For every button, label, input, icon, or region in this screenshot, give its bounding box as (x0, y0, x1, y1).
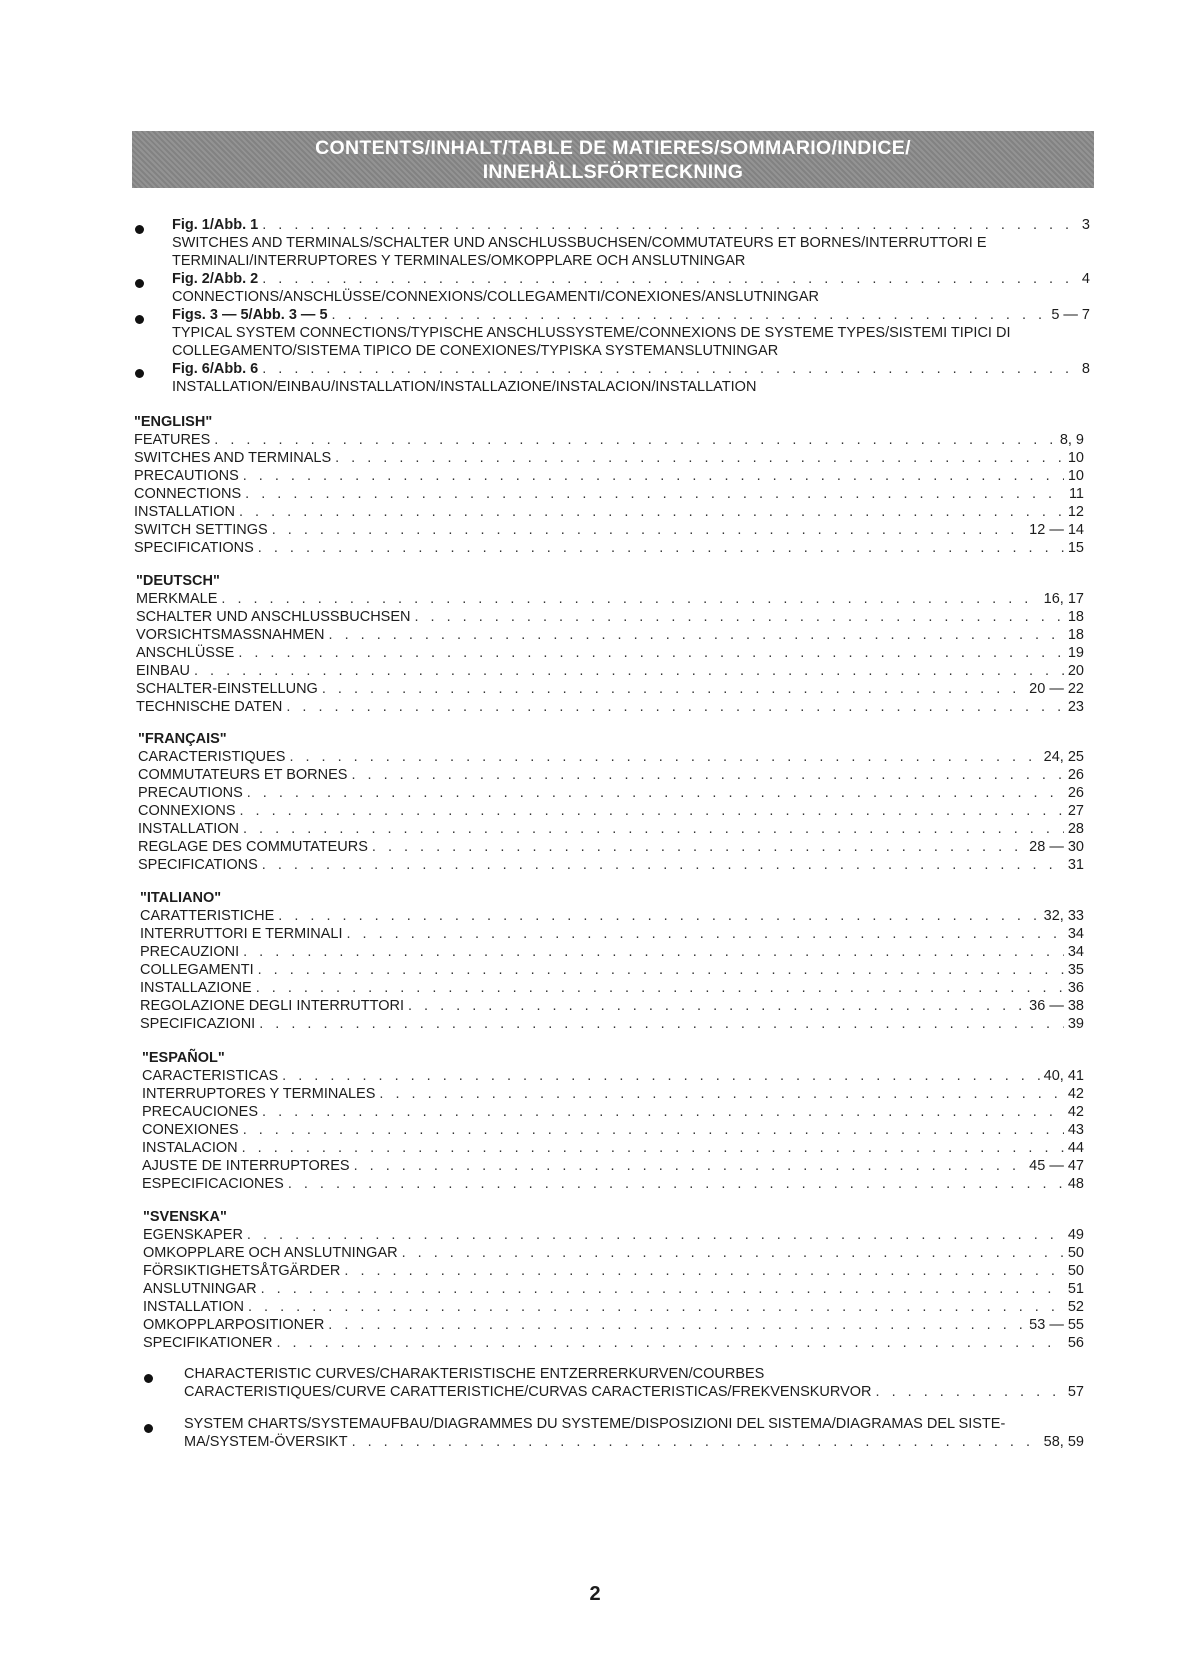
list-item: SWITCHES AND TERMINALS . . . 10 (134, 449, 1084, 467)
list-item: SWITCH SETTINGS . . . 12 — 14 (134, 521, 1084, 539)
list-item: ANSLUTNINGAR . . . 51 (143, 1280, 1084, 1298)
list-item: PRECAUTIONS . . . 26 (138, 784, 1084, 802)
bullet-icon (135, 315, 144, 324)
list-item: CONNECTIONS . . . 11 (134, 485, 1084, 503)
list-item: EGENSKAPER . . . 49 (143, 1226, 1084, 1244)
figure-page: 5 — 7 (1051, 307, 1090, 323)
list-item: ANSCHLÜSSE . . . 19 (136, 644, 1084, 662)
list-item: PRECAUCIONES . . . 42 (142, 1103, 1084, 1121)
figure-page: 8 (1081, 361, 1090, 377)
figure-entry (172, 270, 1090, 288)
list-item: CONNEXIONS . . . 27 (138, 802, 1084, 820)
figure-description: TERMINALI/INTERRUPTORES Y TERMINALES/OMKOPPLARE OCH ANSLUTNINGAR (172, 253, 746, 269)
figure-page: 4 (1081, 271, 1090, 287)
list-item: INSTALLATION . . . 52 (143, 1298, 1084, 1316)
list-item: FÖRSIKTIGHETSÅTGÄRDER . . . 50 (143, 1262, 1084, 1280)
bullet-icon (135, 225, 144, 234)
contents-header-banner (132, 131, 1094, 188)
bullet-icon (135, 279, 144, 288)
leader-dots (262, 270, 1078, 288)
section-title-francais: "FRANÇAIS" (138, 731, 227, 747)
list-item: REGOLAZIONE DEGLI INTERRUTTORI . . . 36 — 38 (140, 997, 1084, 1015)
bullet-icon (144, 1374, 153, 1383)
figure-description: TYPICAL SYSTEM CONNECTIONS/TYPISCHE ANSCHLUSSYSTEME/CONNEXIONS DE SYSTEME TYPES/SISTEMI TIPICI DI (172, 325, 1011, 341)
list-item: INSTALLAZIONE . . . 36 (140, 979, 1084, 997)
list-item: OMKOPPLARPOSITIONER . . . 53 — 55 (143, 1316, 1084, 1334)
list-item: VORSICHTSMASSNAHMEN . . . 18 (136, 626, 1084, 644)
section-title-espanol: "ESPAÑOL" (142, 1050, 225, 1066)
list-item: TECHNISCHE DATEN . . . 23 (136, 698, 1084, 716)
list-item: FEATURES . . . 8, 9 (134, 431, 1084, 449)
list-item: PRECAUTIONS . . . 10 (134, 467, 1084, 485)
leader-dots (262, 216, 1078, 234)
list-item: SPECIFICATIONS . . . 15 (134, 539, 1084, 557)
figure-entry (172, 360, 1090, 378)
list-item: REGLAGE DES COMMUTATEURS . . . 28 — 30 (138, 838, 1084, 856)
list-item: COMMUTATEURS ET BORNES . . . 26 (138, 766, 1084, 784)
list-item: COLLEGAMENTI . . . 35 (140, 961, 1084, 979)
list-item: OMKOPPLARE OCH ANSLUTNINGAR . . . 50 (143, 1244, 1084, 1262)
section-title-english: "ENGLISH" (134, 414, 213, 430)
list-item: SPECIFICAZIONI . . . 39 (140, 1015, 1084, 1033)
figure-label: Fig. 2/Abb. 2 (172, 271, 259, 287)
figure-label: Fig. 6/Abb. 6 (172, 361, 259, 377)
figure-entry (172, 216, 1090, 234)
bullet-icon (135, 369, 144, 378)
list-item: SCHALTER-EINSTELLUNG . . . 20 — 22 (136, 680, 1084, 698)
header-title-line-1: CONTENTS/INHALT/TABLE DE MATIERES/SOMMARIO/INDICE/ (315, 137, 911, 159)
list-item: CARACTERISTIQUES . . . 24, 25 (138, 748, 1084, 766)
list-item: INSTALACION . . . 44 (142, 1139, 1084, 1157)
header-title-line-2: INNEHÅLLSFÖRTECKNING (482, 161, 744, 183)
list-item: SPECIFICATIONS . . . 31 (138, 856, 1084, 874)
list-item: INTERRUPTORES Y TERMINALES . . . 42 (142, 1085, 1084, 1103)
list-item: SPECIFIKATIONER . . . 56 (143, 1334, 1084, 1352)
figure-page: 3 (1081, 217, 1090, 233)
list-item: INSTALLATION . . . 28 (138, 820, 1084, 838)
figure-description: COLLEGAMENTO/SISTEMA TIPICO DE CONEXIONES/TYPISKA SYSTEMANSLUTNINGAR (172, 343, 779, 359)
leader-dots (262, 360, 1078, 378)
figure-entry (172, 306, 1090, 324)
bullet-icon (144, 1424, 153, 1433)
list-item: CONEXIONES . . . 43 (142, 1121, 1084, 1139)
appendix-line: CHARACTERISTIC CURVES/CHARAKTERISTISCHE ENTZERRERKURVEN/COURBES (184, 1366, 765, 1382)
list-item: EINBAU . . . 20 (136, 662, 1084, 680)
leader-dots (332, 306, 1048, 324)
list-item: PRECAUZIONI . . . 34 (140, 943, 1084, 961)
figure-description: SWITCHES AND TERMINALS/SCHALTER UND ANSCHLUSSBUCHSEN/COMMUTATEURS ET BORNES/INTERRUTTORI E (172, 235, 987, 251)
figure-description: INSTALLATION/EINBAU/INSTALLATION/INSTALLAZIONE/INSTALACION/INSTALLATION (172, 379, 757, 395)
figure-label: Fig. 1/Abb. 1 (172, 217, 259, 233)
section-title-svenska: "SVENSKA" (143, 1209, 227, 1225)
list-item: CARACTERISTICAS . . . 40, 41 (142, 1067, 1084, 1085)
figure-label: Figs. 3 — 5/Abb. 3 — 5 (172, 307, 328, 323)
appendix-line: SYSTEM CHARTS/SYSTEMAUFBAU/DIAGRAMMES DU SYSTEME/DISPOSIZIONI DEL SISTEMA/DIAGRAMAS DEL SISTE- (184, 1416, 1006, 1432)
appendix-entry: MA/SYSTEM-ÖVERSIKT . . . 58, 59 (184, 1433, 1084, 1451)
list-item: INSTALLATION . . . 12 (134, 503, 1084, 521)
section-title-deutsch: "DEUTSCH" (136, 573, 220, 589)
appendix-entry: CARACTERISTIQUES/CURVE CARATTERISTICHE/CURVAS CARACTERISTICAS/FREKVENSKURVOR . . . 57 (184, 1383, 1084, 1401)
figure-description: CONNECTIONS/ANSCHLÜSSE/CONNEXIONS/COLLEGAMENTI/CONEXIONES/ANSLUTNINGAR (172, 289, 819, 305)
page-number: 2 (589, 1583, 601, 1605)
list-item: CARATTERISTICHE . . . 32, 33 (140, 907, 1084, 925)
list-item: MERKMALE . . . 16, 17 (136, 590, 1084, 608)
list-item: ESPECIFICACIONES . . . 48 (142, 1175, 1084, 1193)
list-item: AJUSTE DE INTERRUPTORES . . . 45 — 47 (142, 1157, 1084, 1175)
list-item: INTERRUTTORI E TERMINALI . . . 34 (140, 925, 1084, 943)
list-item: SCHALTER UND ANSCHLUSSBUCHSEN . . . 18 (136, 608, 1084, 626)
section-title-italiano: "ITALIANO" (140, 890, 222, 906)
